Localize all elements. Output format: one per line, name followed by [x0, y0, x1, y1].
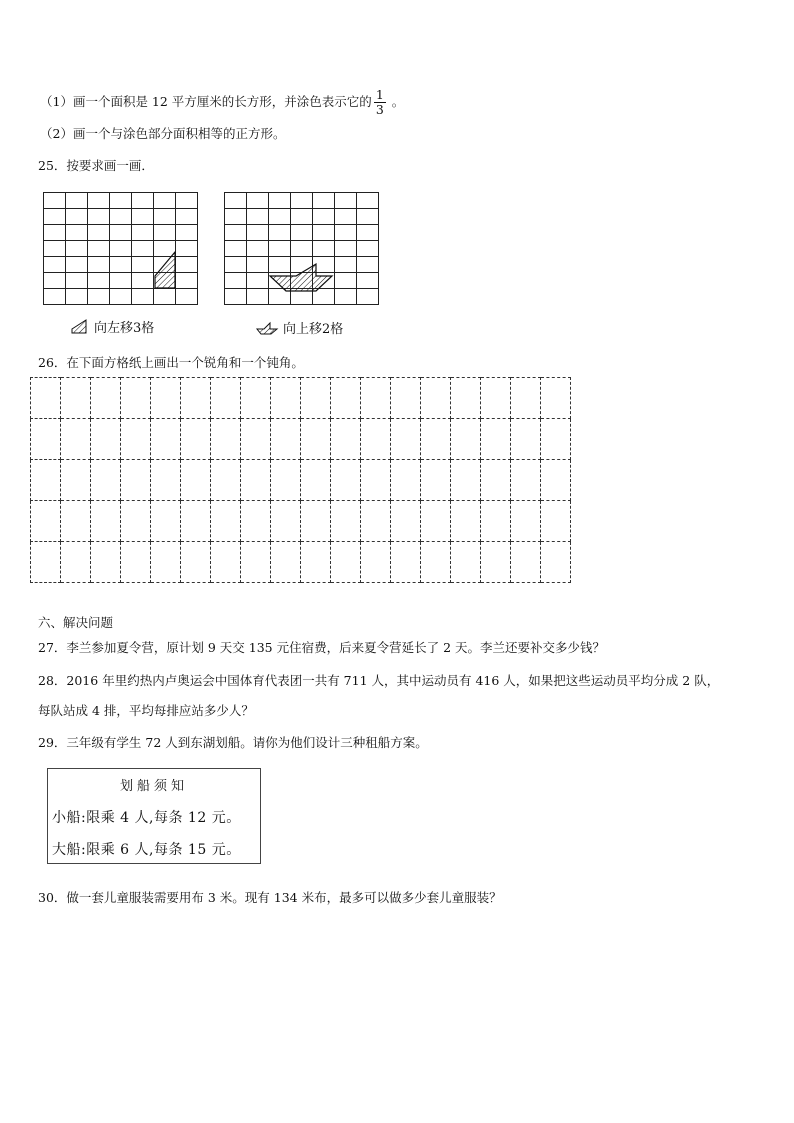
dashed-grid-cell [331, 501, 361, 542]
dashed-grid-cell [121, 419, 151, 460]
question-part-1-text: （1）画一个面积是 12 平方厘米的长方形，并涂色表示它的 [40, 94, 372, 109]
dashed-grid-cell [61, 542, 91, 583]
dashed-grid-cell [301, 460, 331, 501]
dashed-grid-cell [391, 542, 421, 583]
dashed-grid-cell [331, 542, 361, 583]
dashed-grid-cell [151, 542, 181, 583]
dashed-grid-cell [331, 419, 361, 460]
right-grid-caption-text: 向上移2格 [283, 322, 344, 337]
dashed-grid-cell [31, 460, 61, 501]
dashed-grid-cell [361, 542, 391, 583]
dashed-grid-cell [31, 378, 61, 419]
dashed-grid-cell [91, 378, 121, 419]
question-25-title: 25．按要求画一画． [38, 158, 154, 173]
dashed-grid-cell [451, 460, 481, 501]
dashed-grid-cell [211, 501, 241, 542]
dashed-grid-cell [151, 419, 181, 460]
question-28-line-2: 每队站成 4 排，平均每排应站多少人？ [38, 703, 254, 718]
left-grid-caption-text: 向左移3格 [94, 321, 155, 336]
dashed-grid-cell [511, 460, 541, 501]
dashed-grid-cell [121, 460, 151, 501]
dashed-grid-cell [91, 501, 121, 542]
dashed-grid-cell [481, 419, 511, 460]
dashed-grid-cell [61, 501, 91, 542]
dashed-grid-cell [271, 460, 301, 501]
hatched-boat-icon [255, 320, 281, 336]
dashed-grid-cell [271, 542, 301, 583]
dashed-grid-cell [61, 419, 91, 460]
question-part-1 [40, 88, 404, 117]
dashed-grid-cell [541, 460, 571, 501]
dashed-grid-cell [151, 460, 181, 501]
dashed-grid-cell [451, 501, 481, 542]
dashed-grid-cell [31, 419, 61, 460]
dashed-grid-cell [271, 501, 301, 542]
dashed-grid-cell [181, 419, 211, 460]
dashed-grid-cell [91, 542, 121, 583]
dashed-grid-cell [91, 460, 121, 501]
dashed-grid-cell [301, 378, 331, 419]
dashed-grid-cell [421, 419, 451, 460]
dashed-grid-cell [181, 460, 211, 501]
dashed-grid-cell [511, 419, 541, 460]
dashed-grid-cell [31, 542, 61, 583]
dashed-grid-cell [271, 419, 301, 460]
dashed-grid-cell [361, 460, 391, 501]
dashed-grid-cell [391, 501, 421, 542]
section-6-heading: 六、解决问题 [38, 615, 114, 630]
dashed-grid-cell [541, 542, 571, 583]
dashed-grid-cell [91, 419, 121, 460]
dashed-grid-cell [301, 501, 331, 542]
dashed-grid-cell [541, 378, 571, 419]
dashed-grid-cell [391, 460, 421, 501]
fraction-numerator: 1 [375, 87, 384, 102]
dashed-grid-cell [121, 501, 151, 542]
dashed-grid-cell [151, 378, 181, 419]
dashed-grid-cell [241, 419, 271, 460]
dashed-grid-cell [391, 419, 421, 460]
dashed-grid-cell [241, 501, 271, 542]
dashed-grid-cell [481, 378, 511, 419]
dashed-grid-cell [451, 419, 481, 460]
dashed-grid-cell [241, 378, 271, 419]
question-30: 30．做一套儿童服装需要用布 3 米。现有 134 米布，最多可以做多少套儿童服装？ [38, 890, 502, 905]
dashed-grid-cell [481, 501, 511, 542]
dashed-grid-cell [211, 542, 241, 583]
dashed-grid-cell [451, 378, 481, 419]
fraction-one-third [374, 88, 386, 117]
dashed-grid-cell [61, 378, 91, 419]
dashed-grid-cell [211, 419, 241, 460]
dashed-grid-cell [331, 460, 361, 501]
question-27: 27．李兰参加夏令营，原计划 9 天交 135 元住宿费，后来夏令营延长了 2 天。李兰还要补交多少钱？ [38, 640, 606, 655]
fraction-denominator: 3 [375, 102, 384, 117]
dashed-grid-cell [31, 501, 61, 542]
dashed-grid-cell [361, 501, 391, 542]
shape-left-hatched-triangle [43, 192, 203, 312]
dashed-grid-cell [121, 378, 151, 419]
dashed-grid-cell [541, 419, 571, 460]
hatched-triangle-icon [70, 319, 92, 335]
dashed-grid-cell [511, 378, 541, 419]
dashed-grid-cell [361, 419, 391, 460]
notice-small-boat: 小船:限乘 4 人,每条 12 元。 [52, 810, 241, 826]
dashed-grid-cell [301, 542, 331, 583]
dashed-grid-cell [361, 378, 391, 419]
dashed-grid-cell [391, 378, 421, 419]
dashed-grid-cell [481, 542, 511, 583]
boating-notice-box [47, 768, 261, 864]
dashed-grid-cell [211, 378, 241, 419]
dashed-grid-cell [181, 542, 211, 583]
dashed-grid-cell [271, 378, 301, 419]
dashed-grid-cell [421, 501, 451, 542]
question-part-1-suffix: 。 [391, 94, 405, 109]
dashed-grid-cell [541, 501, 571, 542]
question-26: 26．在下面方格纸上画出一个锐角和一个钝角。 [38, 355, 304, 370]
question-part-2: （2）画一个与涂色部分面积相等的正方形。 [40, 126, 286, 141]
dashed-grid-cell [181, 501, 211, 542]
dashed-grid-cell [61, 460, 91, 501]
dashed-grid-paper [30, 377, 571, 583]
dashed-grid-cell [151, 501, 181, 542]
dashed-grid-cell [451, 542, 481, 583]
left-grid-caption [70, 317, 154, 336]
dashed-grid-cell [421, 460, 451, 501]
right-grid-caption [255, 318, 343, 337]
dashed-grid-cell [331, 378, 361, 419]
dashed-grid-cell [211, 460, 241, 501]
dashed-grid-cell [421, 542, 451, 583]
dashed-grid-cell [121, 542, 151, 583]
dashed-grid-cell [511, 501, 541, 542]
notice-large-boat: 大船:限乘 6 人,每条 15 元。 [52, 842, 241, 858]
dashed-grid-cell [511, 542, 541, 583]
notice-title: 划船须知 [119, 779, 188, 794]
question-28-line-1: 28．2016 年里约热内卢奥运会中国体育代表团一共有 711 人，其中运动员有 416 人，如果把这些运动员平均分成 2 队， [38, 673, 720, 688]
dashed-grid-cell [421, 378, 451, 419]
dashed-grid-cell [181, 378, 211, 419]
dashed-grid-cell [241, 542, 271, 583]
shape-right-hatched-boat [224, 192, 384, 312]
dashed-grid-cell [241, 460, 271, 501]
question-29: 29．三年级有学生 72 人到东湖划船。请你为他们设计三种租船方案。 [38, 735, 428, 750]
dashed-grid-cell [481, 460, 511, 501]
dashed-grid-cell [301, 419, 331, 460]
